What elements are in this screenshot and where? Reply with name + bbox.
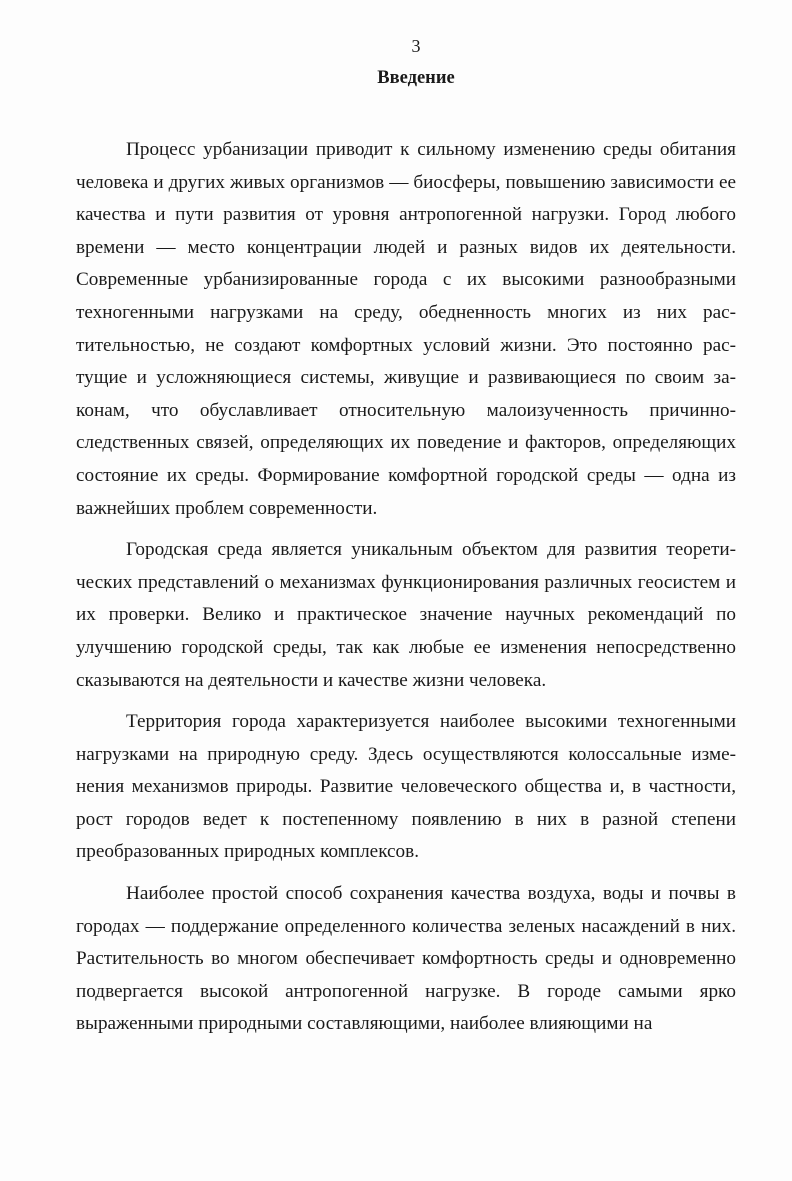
paragraph-2: Городская среда является уникальным объектом для развития теоретических представлений о механизмах функционирования различных геосистем и их проверки. Велико и практическое значение научных рекомендаций по улучшению городской среды, так как любые ее изменения непосредственно сказываются на деятельности и качестве жизни человека.: [76, 539, 736, 691]
paragraph-1: Процесс урбанизации приводит к сильному изменению среды обитания человека и других живых организмов — биосферы, повышению зависимости ее качества и пути развития от уровня антропогенной нагрузки. Город любого времени — место концентрации людей и разных видов их деятельности. Современные урбанизированные города с их высокими разнообразными техногенными нагрузками на среду, обедненность многих из них растительностью, не создают комфортных условий жизни. Это постоянно растущие и усложняющиеся системы, живущие и развивающиеся по своим законам, что обуславливает относительную малоизученность причинно-следственных связей, определяющих их поведение и факторов, определяющих состояние их среды. Формирование комфортной городской среды — одна из важнейших проблем современности.: [76, 139, 736, 519]
paragraph-4: Наиболее простой способ сохранения качества воздуха, воды и почвы в городах — поддержание определенного количества зеленых насаждений в них. Растительность во многом обеспечивает комфортность среды и одновременно подвергается высокой антропогенной нагрузке. В городе самыми ярко выраженными природными составляющими, наиболее влияющими на: [76, 883, 736, 1035]
body-text: [76, 134, 736, 1050]
paragraph-3: Территория города характеризуется наиболее высокими техногенными нагрузками на природную среду. Здесь осуществляются колоссальные изменения механизмов природы. Развитие человеческого общества и, в частности, рост городов ведет к постепенному появлению в них в разной степени преобразованных природных комплексов.: [76, 711, 736, 863]
page-number: 3: [411, 36, 421, 56]
section-title: Введение: [377, 68, 455, 88]
